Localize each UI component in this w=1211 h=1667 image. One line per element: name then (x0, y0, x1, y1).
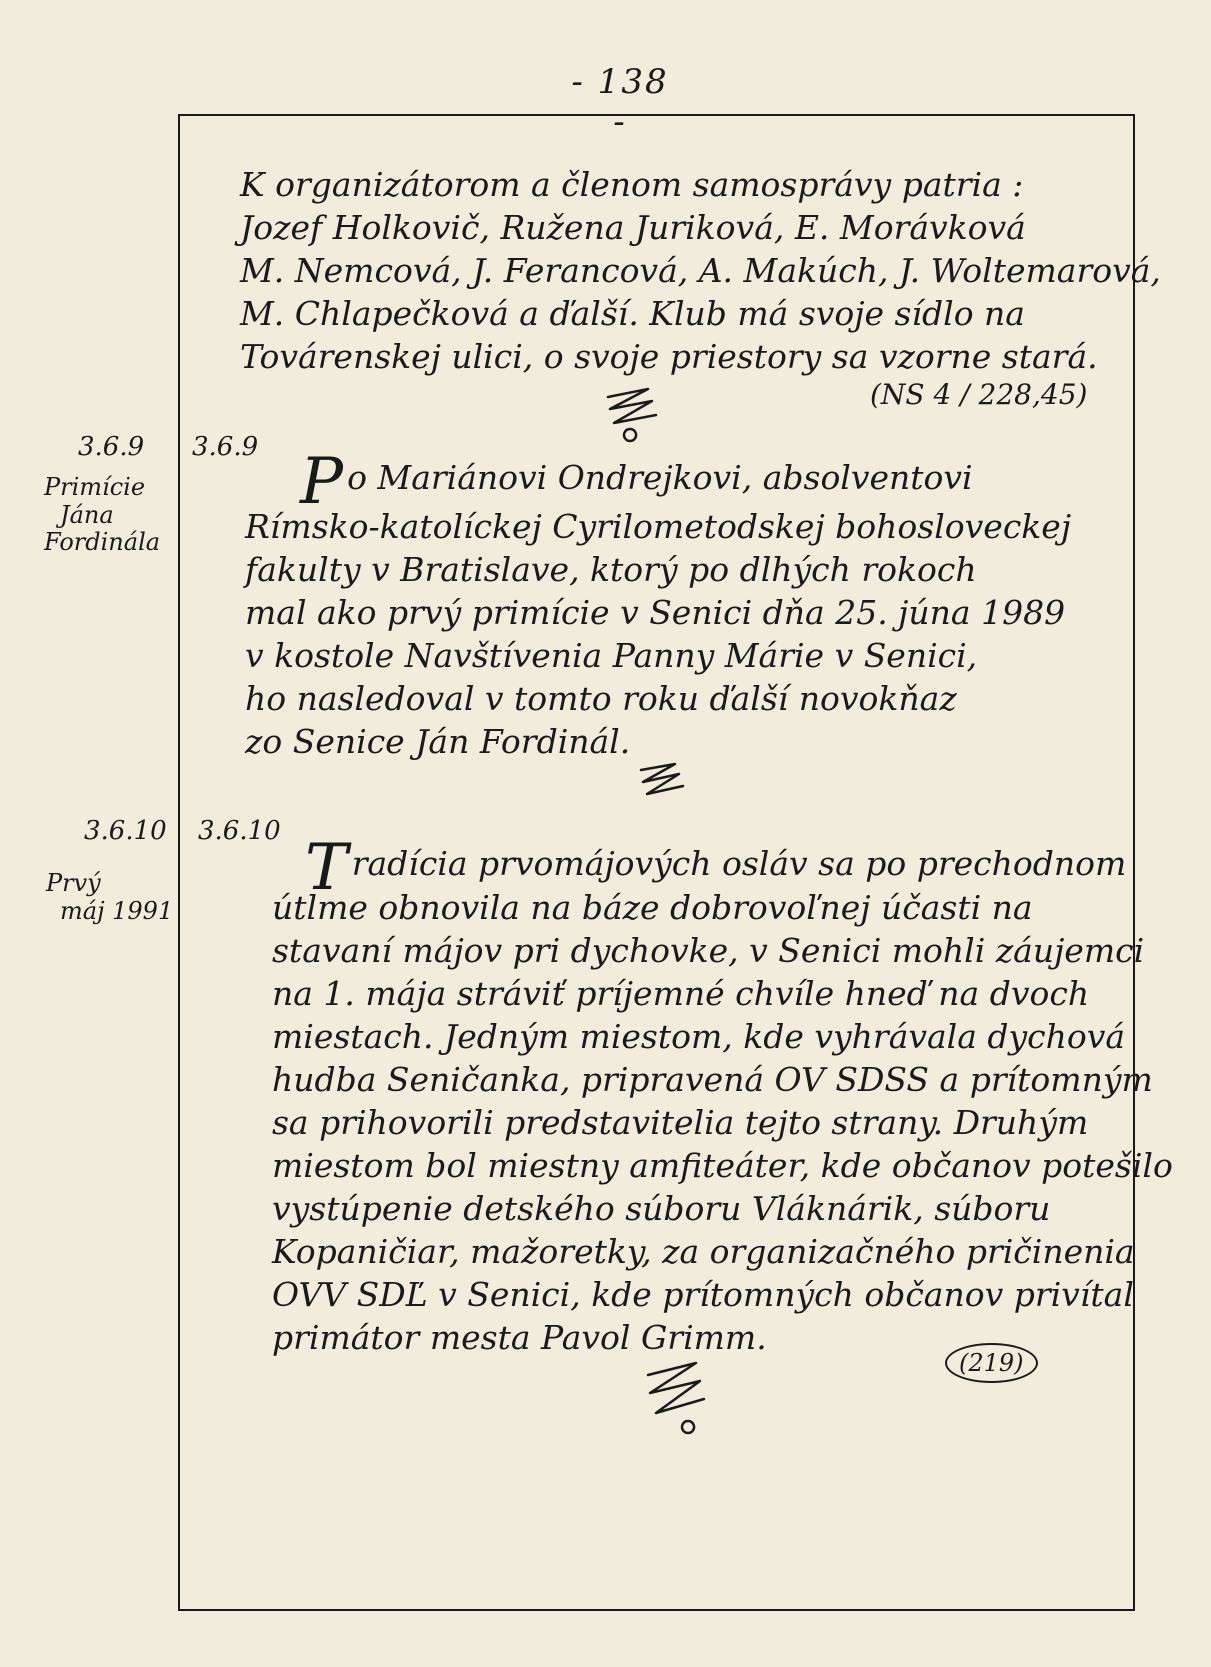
text-line: ho nasledoval v tomto roku ďalší novokňaz (245, 679, 957, 718)
signature-initials-icon (600, 385, 670, 445)
text-line: stavaní májov pri dychovke, v Senici mohli záujemci (272, 931, 1145, 970)
text-line: zo Senice Ján Fordinál. (245, 722, 631, 761)
text-line-rest: radícia prvomájových osláv sa po prechodnom (351, 844, 1127, 883)
drop-cap: P (300, 445, 344, 519)
citation: (NS 4 / 228,45) (870, 378, 1088, 411)
text-line: miestach. Jedným miestom, kde vyhrávala dychová (272, 1017, 1126, 1056)
text-line-first (300, 445, 973, 519)
text-line: M. Chlapečková a ďalší. Klub má svoje sídlo na (240, 294, 1025, 333)
margin-caption (46, 870, 173, 925)
text-line: K organizátorom a členom samosprávy patria : (240, 165, 1024, 204)
section-number: 3.6.10 (198, 816, 281, 846)
text-line: Kopaničiar, mažoretky, za organizačného pričinenia (272, 1232, 1135, 1271)
text-line: Jozef Holkovič, Ružena Juriková, E. Morávková (240, 208, 1026, 247)
reference-number: (219) (945, 1343, 1038, 1383)
text-line: Rímsko-katolíckej Cyrilometodskej bohosloveckej (245, 507, 1072, 546)
margin-caption (44, 474, 160, 557)
text-line: OVV SDĽ v Senici, kde prítomných občanov privítal (272, 1275, 1134, 1314)
page-number: - 138 - (571, 62, 669, 142)
margin-section-number: 3.6.9 (78, 432, 145, 462)
text-line: M. Nemcová, J. Ferancová, A. Makúch, J. Woltemarová, (240, 251, 1161, 290)
text-line: primátor mesta Pavol Grimm. (272, 1318, 767, 1357)
text-line: miestom bol miestny amfiteáter, kde občanov potešilo (272, 1146, 1173, 1185)
margin-caption-line: Fordinála (44, 528, 161, 557)
text-line: útlme obnovila na báze dobrovoľnej účasti na (272, 888, 1033, 927)
margin-caption-line: Jána (60, 500, 114, 529)
text-line: mal ako prvý primície v Senici dňa 25. júna 1989 (245, 593, 1066, 632)
section-number: 3.6.9 (192, 432, 259, 462)
signature-initials-icon (635, 760, 695, 810)
margin-caption-line: Primície (44, 473, 146, 501)
text-line: vystúpenie detského súboru Vláknárik, súboru (272, 1189, 1051, 1228)
text-line: na 1. mája stráviť príjemné chvíle hneď na dvoch (272, 974, 1090, 1013)
margin-section-number: 3.6.10 (84, 816, 167, 846)
text-line: fakulty v Bratislave, ktorý po dlhých rokoch (245, 550, 977, 589)
drop-cap: T (305, 831, 348, 905)
margin-caption-line: Prvý (46, 869, 101, 897)
text-line: hudba Seničanka, pripravená OV SDSS a prítomným (272, 1060, 1153, 1099)
margin-caption-line: máj 1991 (60, 896, 174, 925)
text-line: v kostole Navštívenia Panny Márie v Senici, (245, 636, 978, 675)
text-line: Továrenskej ulici, o svoje priestory sa vzorne stará. (240, 337, 1098, 376)
signature-initials-icon (638, 1355, 718, 1435)
text-line: sa prihovorili predstavitelia tejto strany. Druhým (272, 1103, 1089, 1142)
text-line-rest: o Mariánovi Ondrejkovi, absolventovi (347, 458, 973, 497)
